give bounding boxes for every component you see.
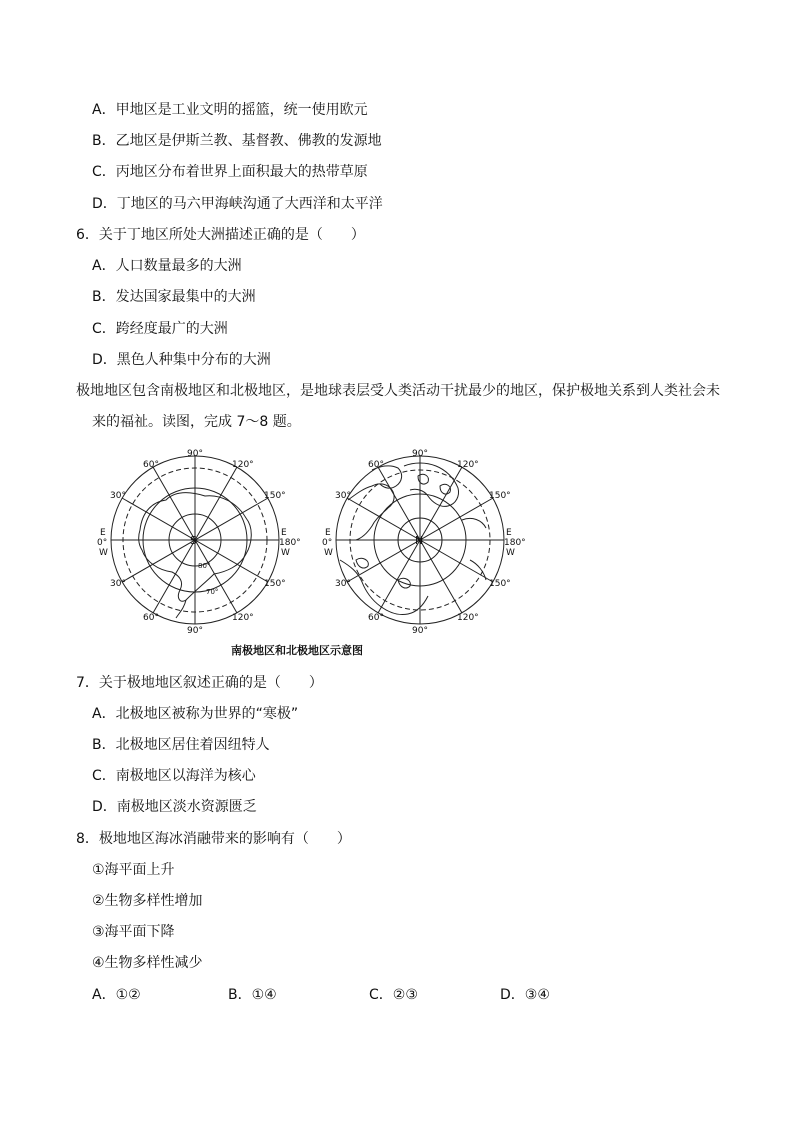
- south-polar-map: [97, 449, 301, 636]
- south-lat-70-label: 70°: [206, 588, 219, 596]
- south-label-left-0: 0°: [97, 538, 108, 548]
- north-polar-map: [322, 449, 526, 636]
- q8-choice-d: D．③④: [500, 987, 550, 1003]
- polar-maps-figure: [0, 440, 794, 660]
- north-label-left-0: 0°: [322, 538, 333, 548]
- south-label-right-e: E: [281, 528, 287, 538]
- q6-option-b: B．发达国家最集中的大洲: [92, 289, 256, 305]
- q6-stem: 6．关于丁地区所处大洲描述正确的是（ ）: [76, 227, 365, 243]
- south-label-mid-upper-right: 150°: [264, 491, 286, 501]
- south-label-left-e: E: [100, 528, 106, 538]
- south-label-right-180: 180°: [279, 538, 301, 548]
- q8-item-4: ④生物多样性减少: [92, 955, 203, 971]
- north-label-top: 90°: [412, 449, 428, 459]
- q6-option-a: A．人口数量最多的大洲: [92, 258, 242, 274]
- north-label-lower-right: 120°: [457, 613, 479, 623]
- q5-option-a: A．甲地区是工业文明的摇篮，统一使用欧元: [92, 102, 368, 118]
- south-label-bottom: 90°: [187, 626, 203, 636]
- north-label-bottom: 90°: [412, 626, 428, 636]
- q7-option-b: B．北极地区居住着因纽特人: [92, 737, 270, 753]
- south-lat-80-label: 80°: [198, 562, 211, 570]
- north-label-left-e: E: [325, 528, 331, 538]
- south-label-mid-upper-left: 30°: [110, 491, 126, 501]
- north-label-lower-left: 60°: [368, 613, 384, 623]
- q8-choice-b: B．①④: [228, 987, 277, 1003]
- north-label-mid-upper-left: 30°: [335, 491, 351, 501]
- south-label-upper-right: 120°: [232, 460, 254, 470]
- north-label-left-w: W: [324, 548, 333, 558]
- q8-choice-a: A．①②: [92, 987, 141, 1003]
- north-label-right-e: E: [506, 528, 512, 538]
- intro-line-2: 来的福祉。读图，完成 7～8 题。: [92, 414, 301, 430]
- south-label-top: 90°: [187, 449, 203, 459]
- q7-stem: 7．关于极地地区叙述正确的是（ ）: [76, 675, 323, 691]
- q7-option-a: A．北极地区被称为世界的“寒极”: [92, 706, 299, 722]
- south-label-mid-lower-right: 150°: [264, 579, 286, 589]
- q8-item-3: ③海平面下降: [92, 924, 175, 940]
- north-label-right-w: W: [506, 548, 515, 558]
- north-label-upper-right: 120°: [457, 460, 479, 470]
- q8-item-2: ②生物多样性增加: [92, 893, 203, 909]
- figure-caption: 南极地区和北极地区示意图: [231, 644, 363, 657]
- q5-option-d: D．丁地区的马六甲海峡沟通了大西洋和太平洋: [92, 196, 383, 212]
- q6-option-d: D．黑色人种集中分布的大洲: [92, 352, 271, 368]
- q7-option-d: D．南极地区淡水资源匮乏: [92, 799, 257, 815]
- north-label-right-180: 180°: [504, 538, 526, 548]
- south-label-upper-left: 60°: [143, 460, 159, 470]
- intro-line-1: 极地地区包含南极地区和北极地区，是地球表层受人类活动干扰最少的地区，保护极地关系到人类社会未: [76, 383, 720, 399]
- q8-item-1: ①海平面上升: [92, 862, 175, 878]
- south-label-lower-left: 60°: [143, 613, 159, 623]
- north-label-mid-upper-right: 150°: [489, 491, 511, 501]
- q8-choice-c: C．②③: [369, 987, 418, 1003]
- south-label-right-w: W: [281, 548, 290, 558]
- q6-option-c: C．跨经度最广的大洲: [92, 321, 228, 337]
- q5-option-c: C．丙地区分布着世界上面积最大的热带草原: [92, 164, 368, 180]
- south-label-mid-lower-left: 30°: [110, 579, 126, 589]
- north-label-mid-lower-left: 30°: [335, 579, 351, 589]
- q5-option-b: B．乙地区是伊斯兰教、基督教、佛教的发源地: [92, 133, 382, 149]
- north-label-mid-lower-right: 150°: [489, 579, 511, 589]
- south-label-lower-right: 120°: [232, 613, 254, 623]
- south-center-label: S: [190, 534, 197, 547]
- south-label-left-w: W: [99, 548, 108, 558]
- north-label-upper-left: 60°: [368, 460, 384, 470]
- q7-option-c: C．南极地区以海洋为核心: [92, 768, 256, 784]
- north-center-label: N: [415, 534, 424, 547]
- q8-stem: 8．极地地区海冰消融带来的影响有（ ）: [76, 831, 351, 847]
